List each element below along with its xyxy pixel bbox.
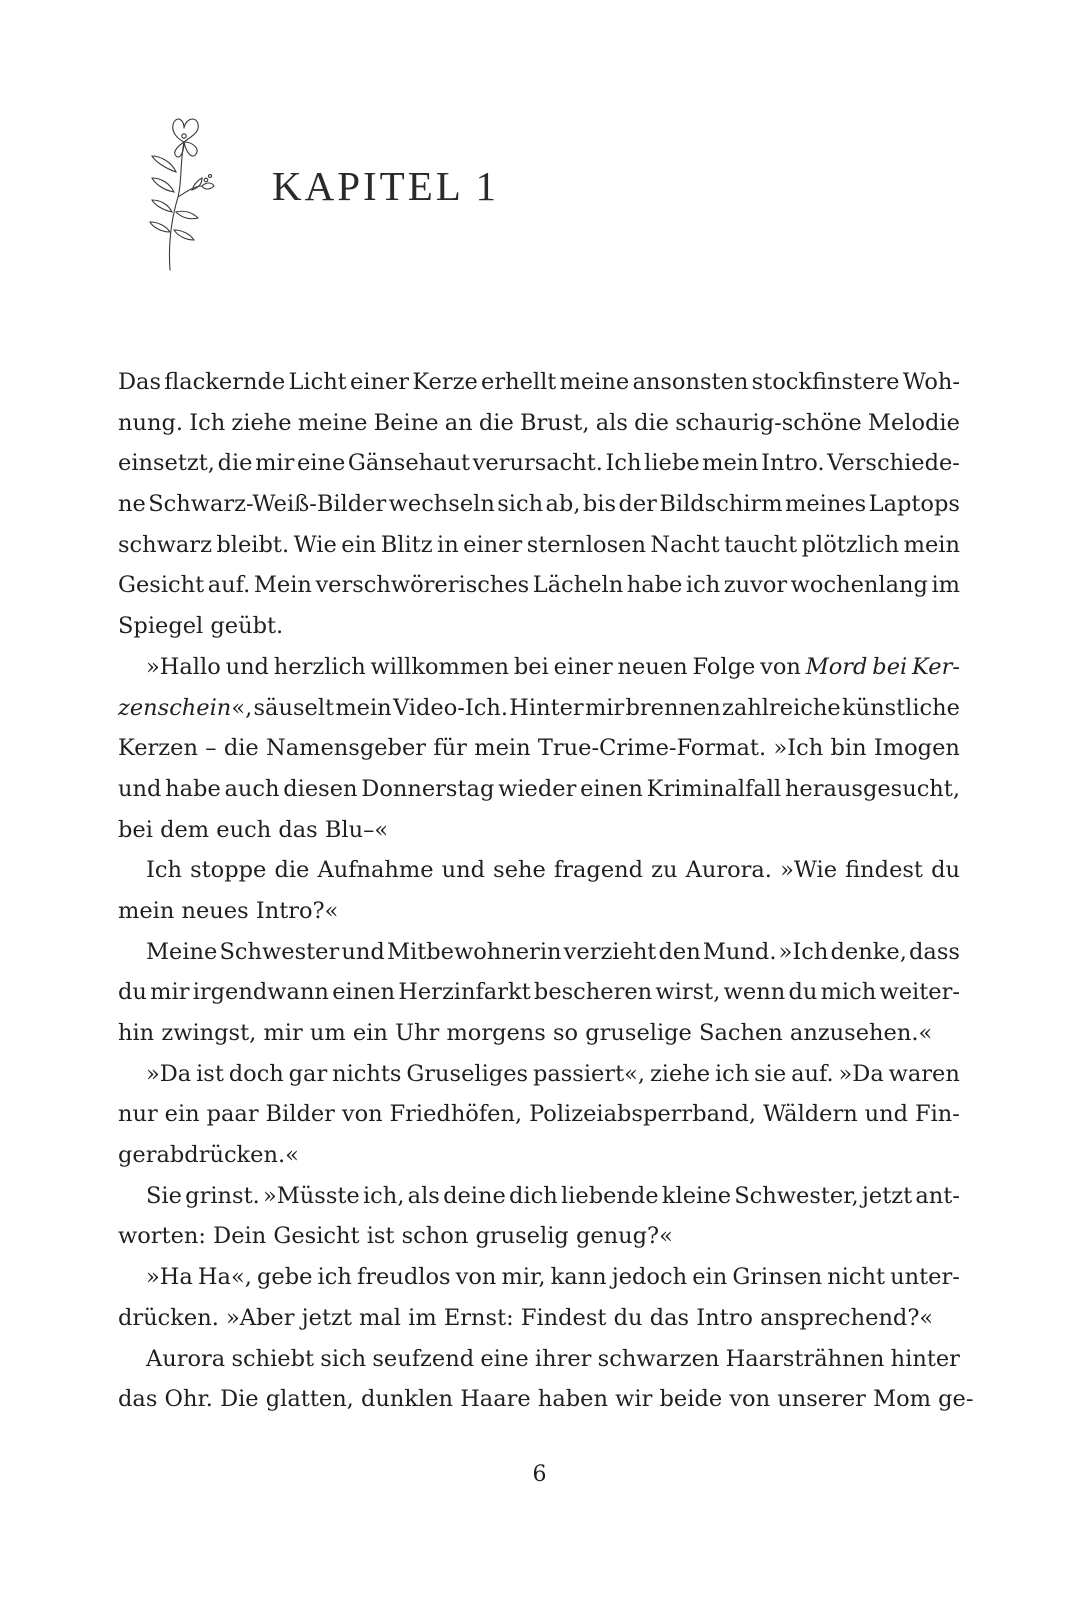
word: deine [443, 1182, 506, 1209]
word: eine [480, 1345, 529, 1372]
word: Uhr [395, 1020, 440, 1046]
word: mich [820, 979, 877, 1006]
word: mein [474, 735, 531, 762]
word: als [595, 409, 628, 436]
word: Kriminalfall [646, 775, 782, 802]
word: mir [584, 694, 625, 721]
word: ist [196, 1060, 224, 1087]
word: gerabdrücken.« [118, 1142, 299, 1169]
text-line [118, 810, 960, 851]
word: Ich [605, 450, 642, 477]
word: weiter- [879, 979, 960, 1006]
word: ihrer [534, 1345, 592, 1372]
word: du [118, 979, 147, 1006]
word: neues [181, 897, 249, 924]
word: auf. [207, 572, 251, 599]
word: die [223, 735, 259, 762]
word: nicht [827, 1264, 886, 1291]
word: mein [335, 694, 392, 721]
word: Mein [253, 572, 312, 599]
word: mein [118, 897, 175, 924]
text-line [118, 484, 960, 525]
word: mein [903, 531, 960, 558]
word: auch [224, 775, 280, 802]
word: Ker- [912, 653, 960, 680]
word: an [444, 409, 473, 436]
word: Bilder [265, 1101, 335, 1128]
word: taucht [724, 531, 798, 558]
word: mein [702, 450, 759, 477]
text-line [118, 728, 960, 769]
body-text [118, 362, 974, 1420]
word: Folge [692, 653, 756, 680]
word: Woh- [902, 369, 960, 395]
word: Spiegel [118, 613, 204, 640]
word: ist [366, 1223, 395, 1250]
word: Grinsen [732, 1264, 823, 1291]
word: Die [220, 1386, 259, 1413]
word: gebe [257, 1264, 313, 1291]
word: Schwester [219, 938, 340, 965]
word: bescheren [533, 979, 653, 1006]
word: Laptops [868, 491, 960, 518]
word: Intro?« [255, 897, 339, 924]
word: Beine [373, 409, 439, 436]
word: kann [550, 1264, 607, 1291]
word: seufzend [372, 1345, 475, 1372]
text-line [118, 565, 960, 606]
word: zuvor [723, 572, 788, 599]
word: Sachen [699, 1020, 783, 1046]
word: Aufnahme [317, 857, 434, 884]
word: von [341, 1101, 383, 1128]
word: euch [216, 816, 272, 843]
word: mal [359, 1304, 401, 1331]
word: findest [845, 857, 923, 884]
text-line [118, 606, 960, 647]
word: Gruseliges [406, 1060, 529, 1087]
word: wirst, [655, 979, 721, 1006]
word: wochenlang [790, 572, 928, 599]
text-line [118, 1176, 960, 1217]
word: von [760, 653, 801, 680]
word: sehe [493, 857, 546, 884]
word: nur [118, 1101, 158, 1128]
word: Haare [460, 1386, 531, 1413]
text-line [118, 1257, 960, 1298]
word: stoppe [190, 857, 267, 884]
word: Blitz [380, 531, 433, 558]
word: »Da [838, 1060, 884, 1087]
word: gar [288, 1060, 328, 1087]
word: Herzinfarkt [398, 979, 531, 1006]
word: plötzlich [801, 531, 900, 558]
word: um [309, 1020, 346, 1046]
word: ansonsten [632, 369, 749, 395]
word: einen [332, 979, 395, 1006]
text-line [118, 1216, 960, 1257]
word: Sie [146, 1182, 182, 1209]
word: Gesicht [273, 1223, 360, 1250]
word: auf. [791, 1060, 834, 1087]
word: den [658, 938, 701, 965]
word: wir [615, 1386, 653, 1413]
word: stockfinstere [751, 369, 900, 395]
word: als [407, 1182, 440, 1209]
word: und [118, 775, 162, 802]
word: denke, [830, 938, 907, 965]
word: – [205, 735, 217, 762]
word: ich, [362, 1182, 405, 1209]
word: ein [352, 1020, 388, 1046]
word: genug?« [575, 1223, 673, 1250]
word: die [478, 409, 514, 436]
word: für [433, 735, 467, 762]
word: bin [830, 735, 867, 762]
word: Aurora [146, 1345, 226, 1372]
word: ein [692, 1264, 728, 1291]
word: »Da [146, 1060, 192, 1087]
word: grinst. [185, 1182, 260, 1209]
word: Kerzen [118, 735, 198, 762]
word: zwingst, [161, 1020, 257, 1046]
text-line [118, 1094, 960, 1135]
word: Ich [189, 409, 226, 436]
word: Namensgeber [266, 735, 427, 762]
word: bleibt. [216, 531, 290, 558]
word: fragend [553, 857, 644, 884]
word: einer [349, 369, 410, 395]
word: brennen [625, 694, 721, 721]
word: einer [553, 653, 613, 680]
word: ich [685, 572, 721, 599]
word: zenschein«, [118, 694, 253, 721]
word: jedoch [611, 1264, 688, 1291]
word: ansprechend?« [760, 1304, 934, 1331]
word: Nacht [650, 531, 720, 558]
word: sich [320, 1345, 367, 1372]
word: doch [228, 1060, 284, 1087]
word: der [618, 491, 657, 518]
word: meines [785, 491, 867, 518]
word: zahlreiche [722, 694, 841, 721]
flower-ornament-icon [140, 112, 220, 272]
text-line [118, 362, 960, 403]
word: jetzt [301, 1304, 352, 1331]
word: und [341, 938, 385, 965]
word: säuselt [253, 694, 335, 721]
text-line [118, 403, 960, 444]
page-number: 6 [532, 1462, 547, 1487]
word: Aurora. [685, 857, 772, 884]
word: wenn [723, 979, 786, 1006]
word: einen [580, 775, 643, 802]
word: zu [651, 857, 678, 884]
word: freudlos [356, 1264, 451, 1291]
text-line [118, 688, 960, 729]
word: bei [513, 653, 549, 680]
word: meine [559, 369, 630, 395]
word: von [455, 1264, 497, 1291]
word: Findest [520, 1304, 607, 1331]
word: ein [164, 1101, 200, 1128]
word: schwarz [118, 531, 212, 558]
word: mir [255, 450, 295, 477]
word: glatten, [265, 1386, 354, 1413]
text-line [118, 932, 960, 973]
word: gruselig [475, 1223, 569, 1250]
word: anzusehen.« [789, 1020, 933, 1046]
word: Mord [805, 653, 868, 680]
chapter-title: KAPITEL 1 [272, 163, 500, 209]
word: einsetzt, [118, 450, 215, 477]
word: »Ich [778, 938, 829, 965]
word: wieder [498, 775, 577, 802]
word: Gesicht [118, 572, 205, 599]
word: dass [909, 938, 960, 965]
word: sternlosen [526, 531, 646, 558]
word: Fin- [914, 1101, 960, 1128]
word: die [634, 409, 669, 436]
word: schon [401, 1223, 469, 1250]
word: Imogen [873, 735, 960, 762]
word: Schwarz-Weiß-Bilder [148, 491, 387, 518]
word: habe [165, 775, 221, 802]
word: so [553, 1020, 579, 1046]
word: mir, [501, 1264, 546, 1291]
word: ich [317, 1264, 352, 1291]
word: »Müsste [263, 1182, 360, 1209]
word: dunklen [361, 1386, 454, 1413]
word: »Aber [226, 1304, 295, 1331]
word: ne [118, 491, 146, 518]
word: gruselige [585, 1020, 692, 1046]
word: unter- [890, 1264, 960, 1291]
word: wechseln [388, 491, 495, 518]
word: Ha«, [197, 1264, 252, 1291]
text-line [118, 443, 960, 484]
text-line [118, 1298, 960, 1339]
text-line [118, 1135, 960, 1176]
word: jetzt [861, 1182, 913, 1209]
word: und [225, 653, 269, 680]
text-line [118, 891, 960, 932]
word: du [613, 1304, 643, 1331]
word: Polizeiabsperrband, [529, 1101, 757, 1128]
word: diesen [283, 775, 358, 802]
word: Meine [146, 938, 218, 965]
word: Mitbewohnerin [386, 938, 562, 965]
word: das [649, 1304, 690, 1331]
word: schwarzen [597, 1345, 720, 1372]
word: paar [206, 1101, 259, 1128]
text-line [118, 850, 960, 891]
word: von [729, 1386, 771, 1413]
word: Donnerstag [361, 775, 495, 802]
text-line [118, 1379, 974, 1420]
text-line [118, 972, 960, 1013]
word: Kerze [412, 369, 478, 395]
word: Bildschirm [659, 491, 783, 518]
word: dich [509, 1182, 558, 1209]
word: unserer [777, 1386, 866, 1413]
word: die [217, 450, 253, 477]
word: beide [659, 1386, 723, 1413]
word: liebe [644, 450, 700, 477]
word: und [441, 857, 486, 884]
word: drücken. [118, 1304, 219, 1331]
word: »Wie [780, 857, 838, 884]
word: hin [118, 1020, 155, 1046]
word: das [118, 1386, 158, 1413]
word: morgens [446, 1020, 546, 1046]
word: kleine [661, 1182, 732, 1209]
word: ant- [915, 1182, 960, 1209]
word: ab, [545, 491, 581, 518]
word: bei [872, 653, 908, 680]
word: herzlich [273, 653, 366, 680]
word: sich [497, 491, 544, 518]
word: Brust, [519, 409, 590, 436]
word: verursacht. [472, 450, 603, 477]
word: ein [341, 531, 377, 558]
word: Das [118, 369, 162, 395]
text-line [118, 1013, 960, 1054]
word: und [864, 1101, 909, 1128]
word: im [931, 572, 960, 599]
word: Ernst: [443, 1304, 514, 1331]
word: bei [118, 816, 153, 843]
word: worten: [118, 1223, 206, 1250]
word: künstliche [841, 694, 960, 721]
word: Haarsträhnen [725, 1345, 885, 1372]
word: in [437, 531, 459, 558]
word: Blu–« [324, 816, 389, 843]
word: irgendwann [192, 979, 329, 1006]
word: verzieht [563, 938, 657, 965]
word: Intro [696, 1304, 753, 1331]
word: Schwester, [734, 1182, 859, 1209]
word: verschwörerisches [315, 572, 530, 599]
word: du [931, 857, 960, 884]
word: Ohr. [164, 1386, 213, 1413]
text-line [118, 647, 960, 688]
text-line [118, 769, 960, 810]
word: im [408, 1304, 437, 1331]
word: willkommen [370, 653, 510, 680]
word: schiebt [231, 1345, 315, 1372]
word: Mund. [702, 938, 777, 965]
word: dem [160, 816, 210, 843]
word: das [278, 816, 318, 843]
word: neuen [617, 653, 688, 680]
word: Verschiede- [827, 450, 960, 477]
text-line [118, 525, 960, 566]
word: nung. [118, 409, 184, 436]
word: du [788, 979, 818, 1006]
word: Melodie [867, 409, 960, 436]
word: mir [150, 979, 190, 1006]
word: »Ha [146, 1264, 193, 1291]
word: Intro. [761, 450, 825, 477]
word: herausgesucht, [784, 775, 960, 802]
word: schaurig-schöne [675, 409, 862, 436]
word: passiert«, [532, 1060, 646, 1087]
word: Wäldern [762, 1101, 858, 1128]
word: Lächeln [532, 572, 624, 599]
word: Gänsehaut [347, 450, 471, 477]
word: liebende [560, 1182, 659, 1209]
word: habe [626, 572, 683, 599]
word: geübt. [210, 613, 284, 640]
word: erhellt [481, 369, 557, 395]
word: ziehe [231, 409, 292, 436]
word: meine [297, 409, 368, 436]
word: Wie [293, 531, 337, 558]
word: ziehe [649, 1060, 711, 1087]
word: einer [463, 531, 523, 558]
word: sie [754, 1060, 787, 1087]
word: hinter [890, 1345, 960, 1372]
word: ich [714, 1060, 750, 1087]
text-line [118, 1054, 960, 1095]
word: Mom [873, 1386, 931, 1413]
word: Friedhöfen, [389, 1101, 523, 1128]
word: »Hallo [146, 653, 221, 680]
word: haben [537, 1386, 608, 1413]
word: Ich [146, 857, 182, 884]
word: die [274, 857, 310, 884]
word: Licht [288, 369, 347, 395]
text-line [118, 1339, 960, 1380]
word: True-Crime-Format. [537, 735, 767, 762]
word: bis [582, 491, 617, 518]
word: »Ich [773, 735, 824, 762]
word: nichts [332, 1060, 402, 1087]
word: Video-Ich. [392, 694, 508, 721]
word: ge- [938, 1386, 974, 1413]
word: Hinter [509, 694, 584, 721]
word: Dein [213, 1223, 267, 1250]
word: flackernde [164, 369, 286, 395]
word: mir [263, 1020, 303, 1046]
word: eine [296, 450, 346, 477]
word: waren [888, 1060, 960, 1087]
